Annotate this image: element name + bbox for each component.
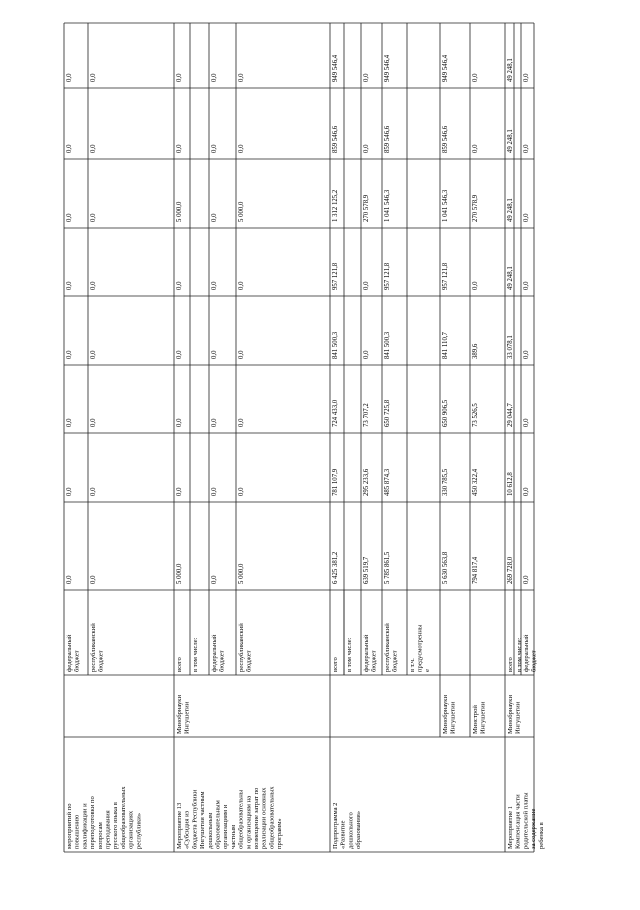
subprogram-2-value-7-line: 859 546,6 xyxy=(332,125,339,153)
subprogram-2-value-6-line: 270 578,9 xyxy=(363,194,370,222)
subprogram-2-source-line: всего xyxy=(332,657,339,672)
subprogram-2-source-line: в том числе: xyxy=(346,637,353,672)
activity-1-source xyxy=(516,637,523,672)
subprogram-2-minobr-value-6 xyxy=(442,189,449,222)
activity-russian-training-value-2 xyxy=(90,487,97,496)
subprogram-2-value-4 xyxy=(384,331,391,359)
subprogram-2-value-5 xyxy=(332,262,339,290)
subprogram-2-minstroy-value-2 xyxy=(472,468,479,496)
subprogram-2-value-2-line: 485 874,3 xyxy=(384,468,391,496)
activity-13-description-line: «Субсидия из xyxy=(183,810,191,849)
subprogram-2-value-8 xyxy=(332,54,339,82)
subprogram-2-source-line: в т.ч. xyxy=(409,658,416,672)
activity-russian-training-value-2-line: 0,0 xyxy=(66,487,73,496)
activity-13-value-2-line: 0,0 xyxy=(176,487,183,496)
activity-13-value-4 xyxy=(211,350,218,359)
subprogram-2-description-line: Подпрограмма 2 xyxy=(332,802,339,849)
subprogram-2-source-line: федеральный xyxy=(363,634,370,672)
activity-russian-training-source-line: федеральный xyxy=(66,634,73,672)
subprogram-2-value-5-line: 957 121,8 xyxy=(384,262,391,290)
activity-russian-training-description-line: преподавания xyxy=(104,810,112,849)
subprogram-2-value-4 xyxy=(332,331,339,359)
activity-13-value-3 xyxy=(238,418,245,427)
subprogram-2-value-5-line: 0,0 xyxy=(363,281,370,290)
activity-russian-training-value-4-line: 0,0 xyxy=(90,350,97,359)
subprogram-2-value-6-line: 1 041 546,3 xyxy=(384,189,391,222)
subprogram-2-value-3-line: 650 725,8 xyxy=(384,399,391,427)
activity-13-value-4-line: 0,0 xyxy=(238,350,245,359)
subprogram-2-source-line: республиканский xyxy=(384,623,391,672)
activity-russian-training-description xyxy=(66,786,142,849)
subprogram-2-minobr-value-1 xyxy=(442,551,449,584)
activity-13-value-1 xyxy=(176,563,183,584)
activity-russian-training-description-line: квалификации и xyxy=(81,803,89,849)
activity-russian-training-value-5 xyxy=(66,281,73,290)
activity-13-value-1 xyxy=(238,563,245,584)
activity-russian-training-description-line: республики» xyxy=(135,812,143,849)
subprogram-2-minobr-value-8-line: 949 546,4 xyxy=(442,54,449,82)
activity-russian-training-value-6-line: 0,0 xyxy=(90,213,97,222)
activity-13-value-8 xyxy=(211,73,218,82)
activity-13-value-7 xyxy=(211,144,218,153)
activity-13-value-6-line: 0,0 xyxy=(211,213,218,222)
activity-13-value-3 xyxy=(176,418,183,427)
subprogram-2-minstroy-executor xyxy=(472,701,487,734)
subprogram-2-minobr-value-5-line: 957 121,8 xyxy=(442,262,449,290)
activity-13-source-line: республиканский xyxy=(238,623,245,672)
activity-1-value-2 xyxy=(507,472,514,496)
activity-13-source xyxy=(238,623,253,672)
subprogram-2-minstroy-value-2-line: 450 322,4 xyxy=(472,468,479,496)
activity-russian-training-value-5-line: 0,0 xyxy=(90,281,97,290)
subprogram-2-value-1 xyxy=(384,551,391,584)
subprogram-2-value-3 xyxy=(332,399,339,427)
subprogram-2-source-line: бюджет xyxy=(370,650,378,672)
subprogram-2-description-line: образования» xyxy=(355,810,363,849)
subprogram-2-value-1 xyxy=(363,556,370,584)
activity-13-description-line: программ» xyxy=(276,818,284,849)
activity-13-value-3-line: 0,0 xyxy=(176,418,183,427)
activity-1-source-line: в том числе: xyxy=(516,637,523,672)
subprogram-2-value-7-line: 0,0 xyxy=(363,144,370,153)
activity-1-value-7 xyxy=(523,144,530,153)
subprogram-2-description-line: «Развитие xyxy=(339,820,347,849)
activity-13-source-line: федеральный xyxy=(211,634,218,672)
activity-13-value-7 xyxy=(238,144,245,153)
activity-13-source-line: бюджет xyxy=(218,650,226,672)
subprogram-2-minstroy-executor-line: Ингушетии xyxy=(479,701,487,734)
activity-russian-training-value-3 xyxy=(90,418,97,427)
subprogram-2-minstroy-value-4-line: 389,6 xyxy=(472,343,479,359)
activity-13-description-line: реализации основных xyxy=(260,787,268,849)
activity-13-value-4-line: 0,0 xyxy=(211,350,218,359)
activity-13-value-4 xyxy=(176,350,183,359)
activity-russian-training-value-3 xyxy=(66,418,73,427)
activity-1-value-5-line: 0,0 xyxy=(523,281,530,290)
activity-13-description-line: Ингушетия частным xyxy=(199,791,207,849)
activity-13-value-2 xyxy=(211,487,218,496)
activity-13-value-6 xyxy=(176,201,183,222)
activity-1-value-3 xyxy=(523,418,530,427)
subprogram-2-minobr-value-7 xyxy=(442,125,449,153)
activity-13-value-8-line: 0,0 xyxy=(238,73,245,82)
activity-13-value-3-line: 0,0 xyxy=(211,418,218,427)
subprogram-2-minstroy-value-7-line: 0,0 xyxy=(472,144,479,153)
subprogram-2-minobr-value-5 xyxy=(442,262,449,290)
subprogram-2-minstroy-value-6 xyxy=(472,194,479,222)
subprogram-2-minstroy-value-5-line: 0,0 xyxy=(472,281,479,290)
activity-13-value-7-line: 0,0 xyxy=(211,144,218,153)
activity-russian-training-value-8 xyxy=(66,73,73,82)
activity-russian-training-value-5 xyxy=(90,281,97,290)
activity-13-value-2-line: 0,0 xyxy=(211,487,218,496)
activity-1-executor xyxy=(507,695,522,734)
activity-1-description-line: Компенсация части xyxy=(514,794,522,849)
activity-russian-training-value-7 xyxy=(90,144,97,153)
activity-russian-training-value-8 xyxy=(90,73,97,82)
activity-13-source-line: в том числе: xyxy=(192,637,199,672)
activity-13-description-line: возмещение затрат по xyxy=(253,787,260,849)
activity-13-value-3 xyxy=(211,418,218,427)
activity-1-value-2-line: 10 612,8 xyxy=(507,472,514,496)
subprogram-2-value-2 xyxy=(384,468,391,496)
subprogram-2-value-8 xyxy=(384,54,391,82)
activity-russian-training-value-6 xyxy=(90,213,97,222)
activity-1-value-3 xyxy=(507,403,514,427)
activity-russian-training-description-line: повышению xyxy=(73,814,81,849)
subprogram-2-value-2 xyxy=(363,468,370,496)
activity-1-description-line: за содержание xyxy=(530,808,538,849)
activity-1-value-3-line: 0,0 xyxy=(523,418,530,427)
activity-russian-training-value-4 xyxy=(90,350,97,359)
activity-1-value-7-line: 0,0 xyxy=(523,144,530,153)
activity-russian-training-description-line: переподготовки по xyxy=(89,796,97,849)
activity-1-executor-line: Ингушетии xyxy=(514,701,522,734)
activity-13-value-5-line: 0,0 xyxy=(238,281,245,290)
activity-1-value-4-line: 33 078,1 xyxy=(507,335,514,359)
activity-russian-training-value-4 xyxy=(66,350,73,359)
activity-13-value-8-line: 0,0 xyxy=(176,73,183,82)
activity-13-value-5-line: 0,0 xyxy=(211,281,218,290)
activity-1-value-4 xyxy=(523,350,530,359)
subprogram-2-source xyxy=(363,634,378,672)
subprogram-2-value-5-line: 957 121,8 xyxy=(332,262,339,290)
activity-13-source xyxy=(176,656,183,672)
activity-13-value-3-line: 0,0 xyxy=(238,418,245,427)
subprogram-2-minstroy-value-7 xyxy=(472,144,479,153)
subprogram-2-minobr-executor-line: Ингушетии xyxy=(449,701,457,734)
subprogram-2-minstroy-value-3 xyxy=(472,403,479,427)
activity-13-description-line: организациям и xyxy=(222,804,230,849)
activity-13-description-line: образовательным xyxy=(214,800,222,849)
activity-13-value-6-line: 5 000,0 xyxy=(176,201,183,222)
subprogram-2-minstroy-value-3-line: 73 526,5 xyxy=(472,403,479,427)
subprogram-2-minobr-value-7-line: 859 546,6 xyxy=(442,125,449,153)
subprogram-2-value-2 xyxy=(332,468,339,496)
subprogram-2-minstroy-value-1-line: 794 817,4 xyxy=(472,556,479,584)
activity-1-value-6-line: 49 248,1 xyxy=(507,198,514,222)
subprogram-2-value-1-line: 5 785 861,5 xyxy=(384,551,391,584)
subprogram-2-value-6 xyxy=(363,194,370,222)
subprogram-2-value-4-line: 841 500,3 xyxy=(332,331,339,359)
subprogram-2-value-5 xyxy=(363,281,370,290)
activity-13-value-1-line: 0,0 xyxy=(211,575,218,584)
activity-russian-training-description-line: русского языка в xyxy=(112,802,120,849)
activity-russian-training-value-1 xyxy=(66,575,73,584)
activity-russian-training-description-line: общеобразовательных xyxy=(119,786,127,849)
subprogram-2-value-7 xyxy=(384,125,391,153)
subprogram-2-value-2-line: 781 107,9 xyxy=(332,468,339,496)
activity-1-value-1 xyxy=(523,575,530,584)
activity-13-value-1-line: 5 000,0 xyxy=(238,563,245,584)
subprogram-2-value-3-line: 724 433,0 xyxy=(332,399,339,427)
subprogram-2-source xyxy=(346,637,353,672)
subprogram-2-source-line: бюджет xyxy=(391,650,399,672)
subprogram-2-value-4 xyxy=(363,350,370,359)
activity-russian-training-value-3-line: 0,0 xyxy=(90,418,97,427)
activity-1-value-6 xyxy=(523,213,530,222)
activity-13-value-4 xyxy=(238,350,245,359)
activity-13-source-line: всего xyxy=(176,657,183,672)
activity-russian-training-source xyxy=(90,623,105,672)
subprogram-2-minobr-value-2 xyxy=(442,468,449,496)
subprogram-2-minobr-value-3-line: 650 906,5 xyxy=(442,399,449,427)
subprogram-2-value-7 xyxy=(332,125,339,153)
activity-13-value-6-line: 5 000,0 xyxy=(238,201,245,222)
activity-russian-training-value-2 xyxy=(66,487,73,496)
subprogram-2-description-line: дошкольного xyxy=(347,812,355,849)
activity-1-value-4 xyxy=(507,335,514,359)
subprogram-2-value-6-line: 1 312 125,2 xyxy=(332,189,339,222)
subprogram-2-minobr-value-1-line: 5 630 563,8 xyxy=(442,551,449,584)
activity-1-value-1-line: 269 728,0 xyxy=(507,556,514,584)
activity-13-value-8 xyxy=(238,73,245,82)
activity-13-description-line: дошкольным xyxy=(206,812,214,849)
subprogram-2-value-8-line: 0,0 xyxy=(363,73,370,82)
subprogram-2-value-4-line: 0,0 xyxy=(363,350,370,359)
subprogram-2-source xyxy=(384,623,399,672)
subprogram-2-value-3 xyxy=(363,403,370,427)
subprogram-2-value-6 xyxy=(332,189,339,222)
subprogram-2-minobr-value-4 xyxy=(442,331,449,359)
activity-1-value-7-line: 49 248,1 xyxy=(507,129,514,153)
subprogram-2-value-1 xyxy=(332,551,339,584)
activity-russian-training-description-line: мероприятий по xyxy=(66,803,73,849)
activity-russian-training-value-8-line: 0,0 xyxy=(90,73,97,82)
activity-russian-training-value-1 xyxy=(90,575,97,584)
activity-russian-training-source-line: республиканский xyxy=(90,623,97,672)
activity-13-value-2-line: 0,0 xyxy=(238,487,245,496)
activity-russian-training-source-line: бюджет xyxy=(97,650,105,672)
activity-1-source xyxy=(507,656,514,672)
activity-13-description-line: бюджета Республики xyxy=(191,789,199,849)
activity-1-value-6 xyxy=(507,198,514,222)
activity-13-executor xyxy=(176,695,191,734)
activity-1-value-5 xyxy=(523,281,530,290)
activity-13-value-7 xyxy=(176,144,183,153)
activity-13-value-4-line: 0,0 xyxy=(176,350,183,359)
activity-1-description-line: родительской платы xyxy=(522,792,530,849)
activity-russian-training-value-1-line: 0,0 xyxy=(90,575,97,584)
activity-1-description xyxy=(507,792,545,849)
subprogram-2-value-3-line: 73 707,2 xyxy=(363,403,370,427)
activity-russian-training-value-7 xyxy=(66,144,73,153)
activity-russian-training-value-6-line: 0,0 xyxy=(66,213,73,222)
activity-13-value-7-line: 0,0 xyxy=(238,144,245,153)
subprogram-2-source-line: предусмотренны xyxy=(416,624,424,672)
activity-13-value-1 xyxy=(211,575,218,584)
subprogram-2-value-4-line: 841 500,3 xyxy=(384,331,391,359)
subprogram-2-value-1-line: 639 519,7 xyxy=(363,556,370,584)
subprogram-2-minobr-executor-line: Минобрнауки xyxy=(442,694,449,734)
subprogram-2-minstroy-value-6-line: 270 578,9 xyxy=(472,194,479,222)
subprogram-2-minobr-executor xyxy=(442,695,457,734)
activity-russian-training-value-6 xyxy=(66,213,73,222)
activity-russian-training-value-1-line: 0,0 xyxy=(66,575,73,584)
activity-russian-training-source-line: бюджет xyxy=(73,650,81,672)
activity-1-source-line: федеральный xyxy=(523,634,530,672)
subprogram-2-minobr-value-6-line: 1 041 546,3 xyxy=(442,189,449,222)
activity-1-value-8 xyxy=(523,73,530,82)
activity-13-value-5 xyxy=(238,281,245,290)
subprogram-2-value-7 xyxy=(363,144,370,153)
activity-russian-training-value-7-line: 0,0 xyxy=(90,144,97,153)
activity-13-description-line: общеобразовательны xyxy=(237,789,245,849)
activity-1-source-line: бюджет xyxy=(530,650,538,672)
activity-13-value-8 xyxy=(176,73,183,82)
subprogram-2-minobr-value-2-line: 330 785,5 xyxy=(442,468,449,496)
activity-1-value-1 xyxy=(507,556,514,584)
activity-russian-training-value-4-line: 0,0 xyxy=(66,350,73,359)
subprogram-2-source-line: е xyxy=(424,669,432,672)
activity-13-description-line: общеобразовательных xyxy=(268,786,276,849)
activity-13-description-line: частным xyxy=(229,824,237,849)
activity-13-value-2 xyxy=(238,487,245,496)
activity-1-value-6-line: 0,0 xyxy=(523,213,530,222)
subprogram-2-minstroy-executor-line: Минстрой xyxy=(472,705,479,734)
activity-1-value-8-line: 49 248,1 xyxy=(507,58,514,82)
activity-russian-training-description-line: организациях xyxy=(127,810,135,849)
activity-13-value-7-line: 0,0 xyxy=(176,144,183,153)
activity-13-description-line: м организациям на xyxy=(245,795,253,849)
activity-russian-training-value-2-line: 0,0 xyxy=(90,487,97,496)
activity-1-value-8 xyxy=(507,58,514,82)
subprogram-2-value-1-line: 6 425 381,2 xyxy=(332,551,339,584)
subprogram-2-value-6 xyxy=(384,189,391,222)
activity-13-value-5 xyxy=(176,281,183,290)
activity-russian-training-source xyxy=(66,634,81,672)
subprogram-2-source xyxy=(409,624,431,672)
activity-13-value-5 xyxy=(211,281,218,290)
activity-1-description-line: ребенка в xyxy=(537,822,545,849)
subprogram-2-minobr-value-4-line: 841 110,7 xyxy=(442,332,449,359)
activity-1-value-3-line: 29 044,7 xyxy=(507,403,514,427)
activity-1-value-2 xyxy=(523,487,530,496)
subprogram-2-minobr-value-8 xyxy=(442,54,449,82)
activity-russian-training-description-line: вопросам xyxy=(96,822,104,849)
subprogram-2-value-2-line: 295 233,6 xyxy=(363,468,370,496)
activity-13-description xyxy=(176,786,283,849)
activity-1-value-5 xyxy=(507,266,514,290)
activity-13-value-2 xyxy=(176,487,183,496)
subprogram-2-value-5 xyxy=(384,262,391,290)
subprogram-2-source xyxy=(332,656,339,672)
activity-13-value-5-line: 0,0 xyxy=(176,281,183,290)
activity-1-value-8-line: 0,0 xyxy=(523,73,530,82)
activity-russian-training-value-8-line: 0,0 xyxy=(66,73,73,82)
subprogram-2-minstroy-value-1 xyxy=(472,556,479,584)
subprogram-2-description xyxy=(332,803,362,849)
subprogram-2-minstroy-value-8-line: 0,0 xyxy=(472,73,479,82)
subprogram-2-value-8-line: 949 546,4 xyxy=(332,54,339,82)
subprogram-2-value-7-line: 859 546,6 xyxy=(384,125,391,153)
activity-russian-training-value-7-line: 0,0 xyxy=(66,144,73,153)
activity-russian-training-value-3-line: 0,0 xyxy=(66,418,73,427)
subprogram-2-value-8-line: 949 546,4 xyxy=(384,54,391,82)
subprogram-2-minstroy-value-8 xyxy=(472,73,479,82)
subprogram-2-minstroy-value-5 xyxy=(472,281,479,290)
activity-1-source xyxy=(523,634,538,672)
subprogram-2-value-3 xyxy=(384,399,391,427)
activity-13-description-line: Мероприятие 13 xyxy=(176,802,183,849)
activity-1-value-4-line: 0,0 xyxy=(523,350,530,359)
activity-13-value-8-line: 0,0 xyxy=(211,73,218,82)
activity-1-value-1-line: 0,0 xyxy=(523,575,530,584)
activity-13-executor-line: Ингушетии xyxy=(183,701,191,734)
activity-1-value-5-line: 49 248,1 xyxy=(507,266,514,290)
activity-1-source-line: всего xyxy=(507,657,514,672)
activity-13-value-1-line: 5 000,0 xyxy=(176,563,183,584)
activity-1-executor-line: Минобрнауки xyxy=(507,694,514,734)
activity-1-description-line: Мероприятие 1 xyxy=(507,806,514,849)
activity-13-source xyxy=(192,637,199,672)
subprogram-2-minobr-value-3 xyxy=(442,399,449,427)
activity-13-source xyxy=(211,634,226,672)
activity-13-value-6 xyxy=(211,213,218,222)
activity-13-value-6 xyxy=(238,201,245,222)
activity-russian-training-value-5-line: 0,0 xyxy=(66,281,73,290)
activity-1-value-2-line: 0,0 xyxy=(523,487,530,496)
activity-1-value-7 xyxy=(507,129,514,153)
subprogram-2-minstroy-value-4 xyxy=(472,343,479,359)
activity-13-source-line: бюджет xyxy=(245,650,253,672)
subprogram-2-value-8 xyxy=(363,73,370,82)
activity-13-executor-line: Минобрнауки xyxy=(176,694,183,734)
